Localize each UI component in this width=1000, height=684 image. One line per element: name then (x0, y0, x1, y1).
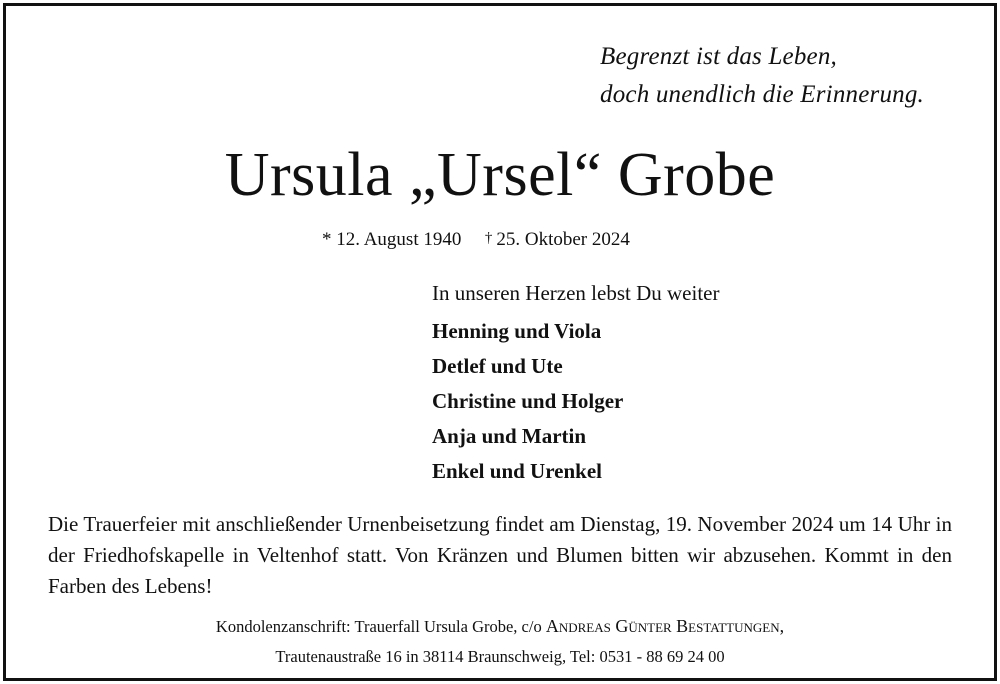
condolence-line-2: Trautenaustraße 16 in 38114 Braunschweig, Tel: 0531 - 88 69 24 00 (275, 647, 725, 666)
memorial-quote (600, 38, 924, 114)
mourner-name: Detlef und Ute (432, 354, 563, 378)
mourner-name: Anja und Martin (432, 424, 587, 448)
death-symbol: † (484, 230, 493, 246)
birth-date: 12. August 1940 (336, 229, 462, 250)
condolence-address (0, 611, 1000, 672)
deceased-name: Ursula „Ursel“ Grobe (224, 141, 776, 209)
quote-line-2: doch unendlich die Erinnerung. (600, 81, 924, 108)
birth-symbol: * (322, 229, 332, 250)
life-dates (322, 227, 630, 254)
death-date: 25. Oktober 2024 (496, 229, 630, 250)
mourner-name: Henning und Viola (432, 319, 602, 343)
quote-line-1: Begrenzt ist das Leben, (600, 43, 837, 70)
mourners-intro: In unseren Herzen lebst Du weiter (432, 281, 720, 305)
funeral-company: Andreas Günter Bestattungen, (545, 616, 785, 636)
mourners-block (432, 278, 719, 489)
mourner-name: Enkel und Urenkel (432, 459, 602, 483)
mourner-name: Christine und Holger (432, 389, 624, 413)
ceremony-info: Die Trauerfeier mit anschließender Urnenbeisetzung findet am Dienstag, 19. November 2024 um 14 Uhr in der Friedhofskapelle in Veltenhof statt. Von Kränzen und Blumen bitten wir abzusehen. Kommt in den Farben des Lebens! (48, 512, 952, 598)
condolence-prefix: Kondolenzanschrift: Trauerfall Ursula Grobe, c/o (215, 617, 542, 636)
condolence-line-1 (0, 611, 1000, 642)
